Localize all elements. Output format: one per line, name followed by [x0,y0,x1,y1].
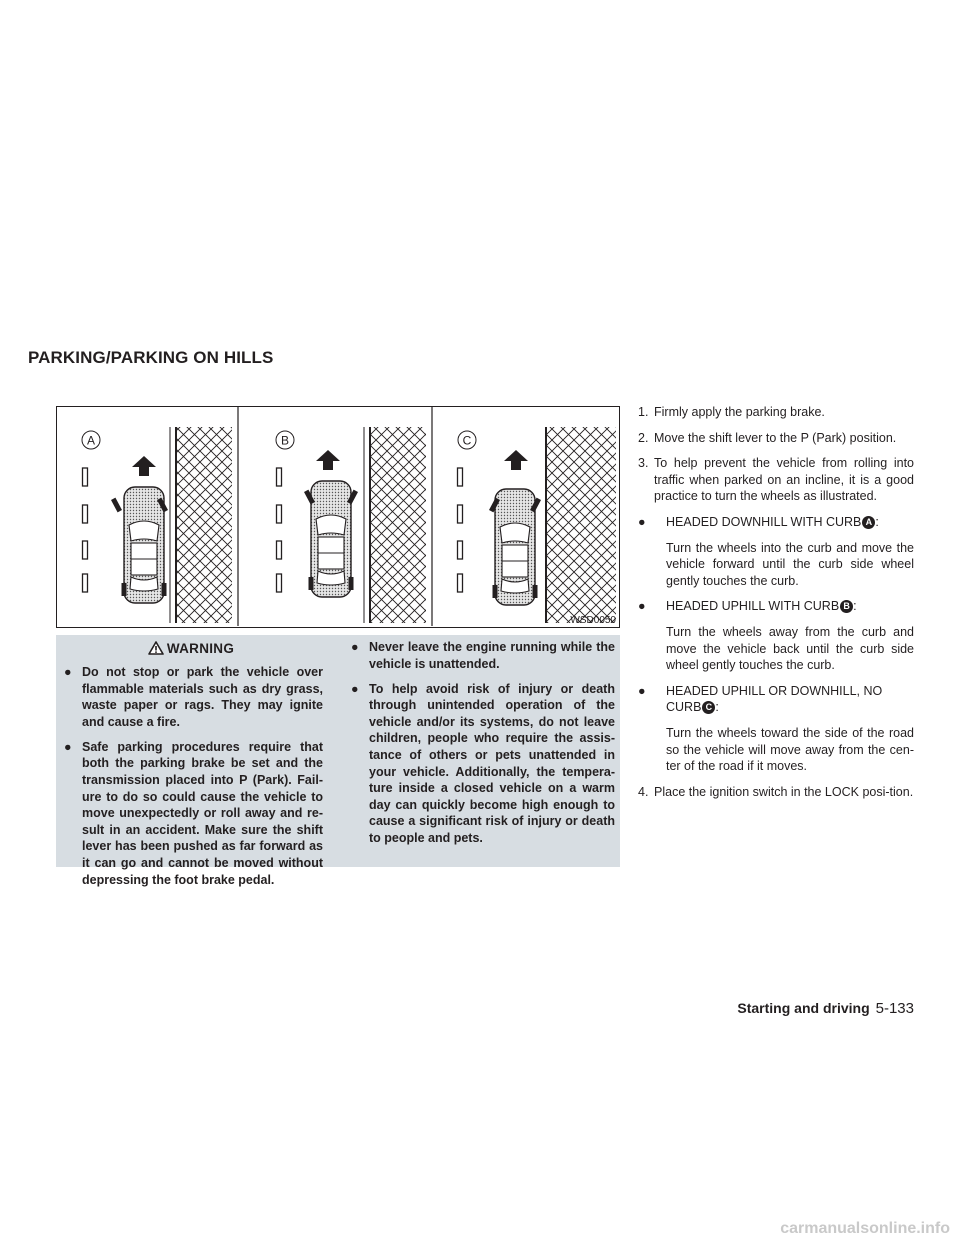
case-c-heading: ● HEADED UPHILL OR DOWNHILL, NO CURB C : [638,683,883,715]
warning-triangle-icon [148,641,164,655]
step-text: Place the ignition switch in the LOCK posi-tion. [654,784,914,799]
marker-a: A [862,516,875,529]
section-title: PARKING/PARKING ON HILLS [28,348,274,367]
chapter-title: Starting and driving [737,1000,870,1016]
warning-item [351,639,615,672]
parking-instructions [638,404,914,809]
bullet: ● [638,683,646,698]
page-footer [737,1000,914,1017]
page-number: 5-133 [875,1000,914,1017]
case-c-label: HEADED UPHILL OR DOWNHILL, NO CURB [666,683,883,715]
step-number: 1. [638,405,649,419]
panel-b-label: B [280,433,290,448]
case-a-description: Turn the wheels into the curb and move the vehicle forward until the curb side wheel gently touches the curb. [666,540,914,588]
warning-item-text: Do not stop or park the vehicle over flammable materials such as dry grass, waste paper or rags. They may ignite and cause a fire. [82,665,323,729]
step-2 [638,430,914,447]
panel-b [276,427,426,623]
marker-b: B [840,600,853,613]
bullet: ● [64,739,72,754]
warning-box [56,635,620,887]
warning-right-column [351,639,615,855]
warning-left-column [64,664,323,897]
case-c-description: Turn the wheels toward the side of the road so the vehicle will move away from the cen-ter of the road if it moves. [666,725,914,774]
case-b-label: HEADED UPHILL WITH CURB [666,599,840,614]
warning-item-text: Safe parking procedures require that both the parking brake be set and the transmission placed into P (Park). Fail-ure to do so could cause the vehicle to move unexpectedly or roll away and re-sult in an accident. Make sure the shift lever has been pushed as far forward as it can go and cannot be moved without depressing the foot brake pedal. [82,739,323,887]
step-1 [638,404,914,421]
warning-title: WARNING [166,640,235,656]
bullet: ● [351,681,359,696]
case-b-heading: ● HEADED UPHILL WITH CURB B : [638,599,857,614]
figure-code: WSD0050 [570,615,616,626]
warning-item-text: Never leave the engine running while the vehicle is unattended. [369,640,615,671]
step-3 [638,455,914,505]
warning-item [64,664,323,730]
step-text: To help prevent the vehicle from rolling into traffic when parked on an incline, it is a good practice to turn the wheels as illustrated. [654,456,914,504]
warning-heading [56,635,326,661]
case-b-description: Turn the wheels away from the curb and move the vehicle back until the curb side wheel gently touches the curb. [666,624,914,673]
warning-item [64,739,323,888]
step-number: 2. [638,430,649,445]
bullet: ● [638,599,646,614]
parking-diagram-svg [57,407,618,626]
panel-c-label: C [462,433,472,448]
step-text: Move the shift lever to the P (Park) position. [654,430,897,445]
parking-illustration [56,406,620,628]
case-a-heading: ● HEADED DOWNHILL WITH CURB A : [638,514,879,529]
warning-item-text: To help avoid risk of injury or death through unintended operation of the vehicle and/or its systems, do not leave children, people who require the assis-tance of others or pets unattended in your vehicle. Additionally, the tempera-ture inside a closed vehicle on a warm day can quickly become high enough to cause a significant risk of injury or death to people and pets. [369,681,615,846]
panel-a [82,427,232,623]
bullet: ● [638,514,646,529]
bullet: ● [351,640,359,654]
warning-item [351,681,615,847]
step-number: 3. [638,456,649,471]
watermark: carmanualsonline.info [780,1220,950,1237]
panel-a-label: A [86,433,96,448]
case-a-label: HEADED DOWNHILL WITH CURB [666,514,862,529]
step-text: Firmly apply the parking brake. [654,405,825,419]
step-number: 4. [638,784,649,799]
marker-c: C [702,701,715,714]
panel-c [458,427,617,623]
step-4 [638,784,914,801]
bullet: ● [64,665,72,679]
